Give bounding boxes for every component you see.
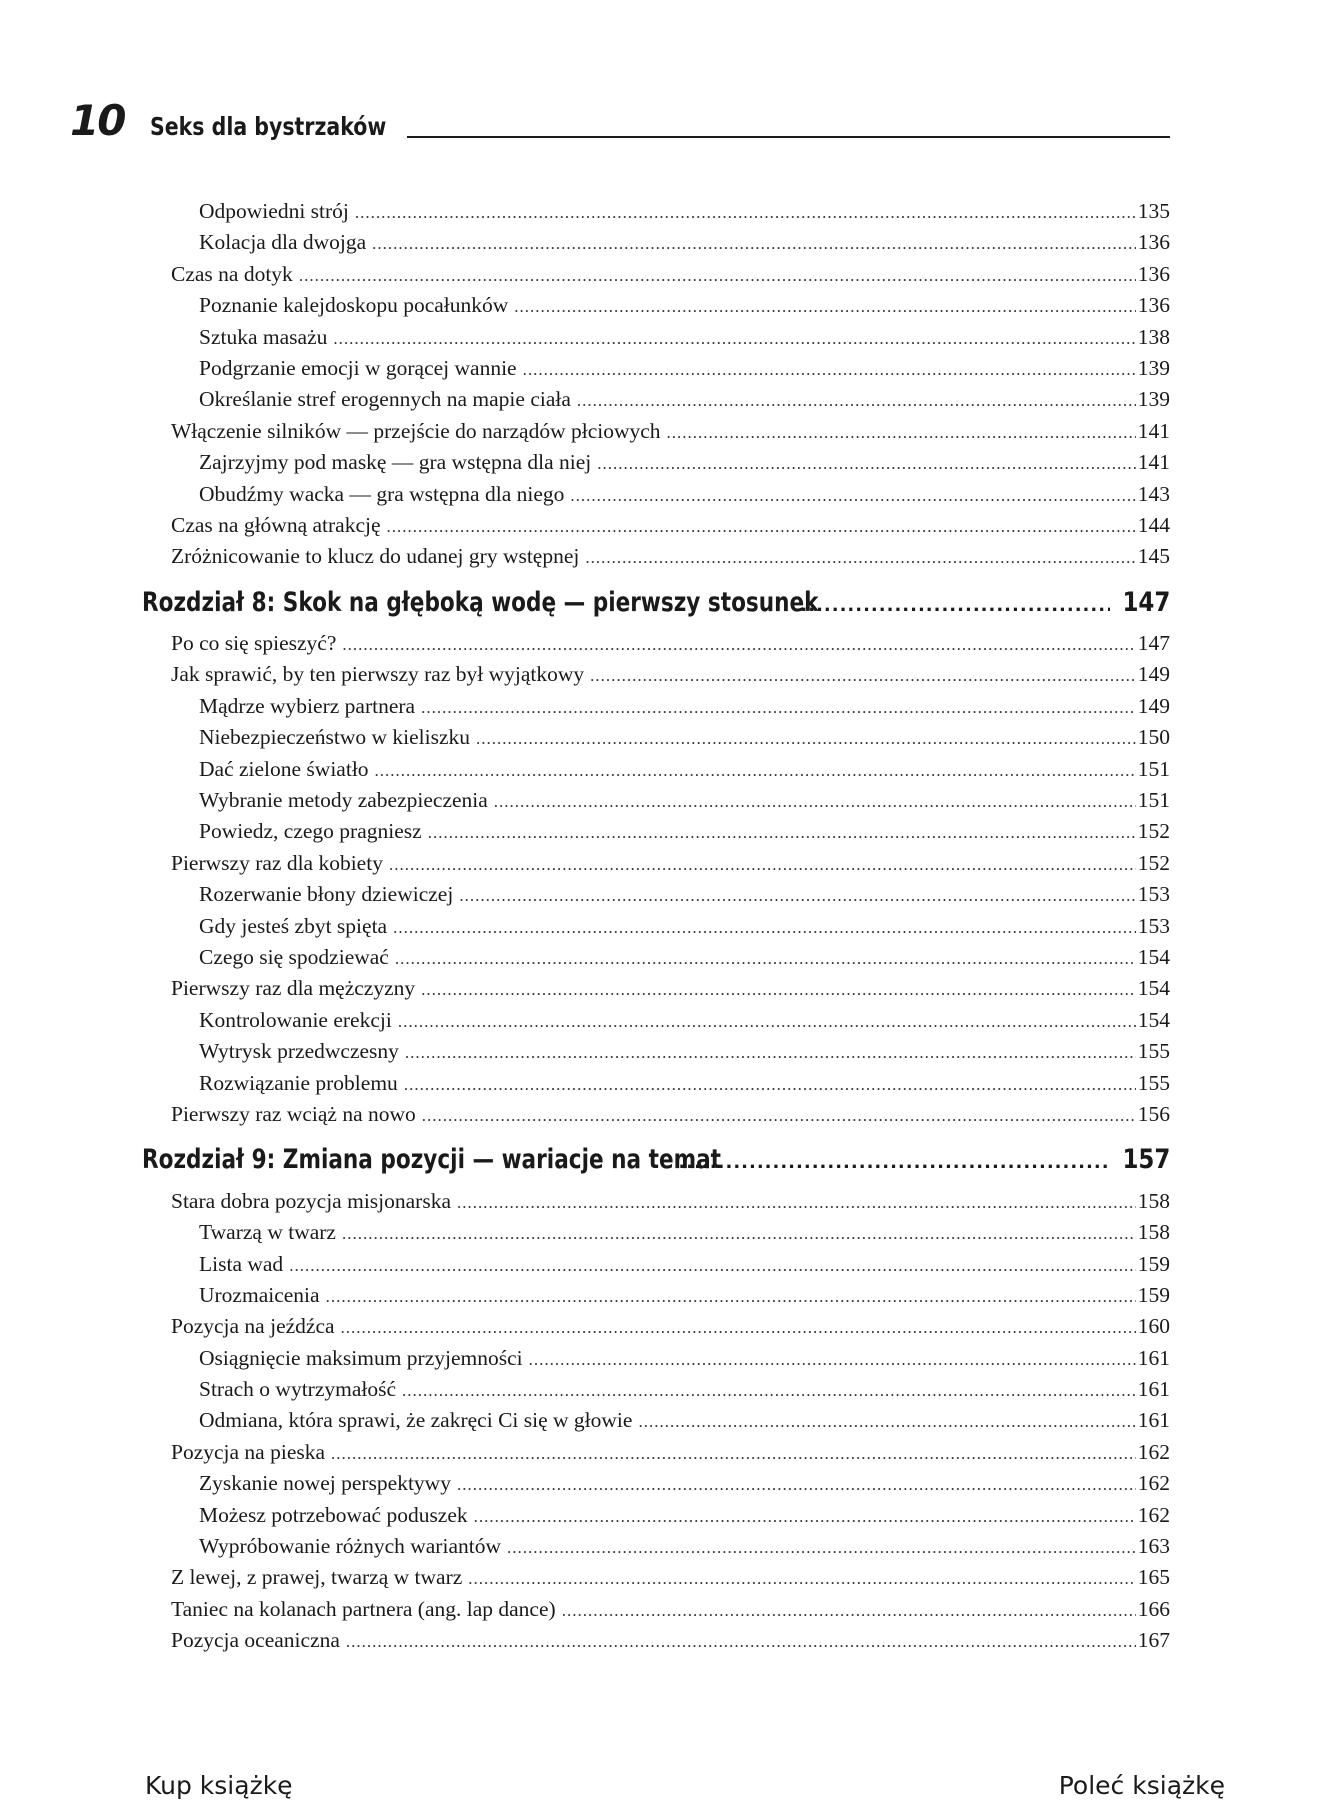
toc-page-number: 139: [1137, 355, 1170, 380]
toc-entry: [142, 259, 1170, 290]
header-rule: [407, 136, 1170, 138]
toc-dot-leader: [289, 1250, 1136, 1281]
toc-page-number: 159: [1137, 1282, 1170, 1307]
toc-dot-leader: [342, 629, 1135, 660]
toc-entry: [142, 1374, 1170, 1405]
toc-entry-title: Obudźmy wacka — gra wstępna dla niego: [199, 481, 565, 506]
toc-entry-title: Kolacja dla dwojga: [199, 230, 367, 255]
toc-page-number: 161: [1137, 1377, 1170, 1402]
toc-page-number: 154: [1137, 1007, 1170, 1032]
toc-entry-title: Po co się spieszyć?: [171, 631, 337, 656]
toc-entry-title: Lista wad: [199, 1251, 284, 1276]
toc-page-number: 162: [1137, 1502, 1170, 1527]
toc-entry: [142, 1311, 1170, 1342]
toc-entry: [142, 1249, 1170, 1280]
toc-page-number: 153: [1137, 882, 1170, 907]
toc-entry-title: Urozmaicenia: [199, 1282, 320, 1307]
toc-dot-leader: [422, 1100, 1136, 1131]
toc-entry-title: Kontrolowanie erekcji: [199, 1007, 392, 1032]
toc-entry: [142, 879, 1170, 910]
toc-entry: [142, 1562, 1170, 1593]
toc-page-number: 143: [1137, 481, 1170, 506]
toc-entry: [142, 1500, 1170, 1531]
toc-page-number: 154: [1137, 944, 1170, 969]
toc-dot-leader: [387, 511, 1136, 542]
toc-entry-title: Pozycja oceaniczna: [171, 1628, 340, 1653]
toc-dot-leader: [326, 1281, 1136, 1312]
toc-chapter-heading: [142, 1144, 1170, 1175]
toc-entry-title: Czas na dotyk: [171, 261, 293, 286]
toc-entry: [142, 942, 1170, 973]
toc-entry: [142, 510, 1170, 541]
toc-entry-title: Wypróbowanie różnych wariantów: [199, 1534, 501, 1559]
table-of-contents: [142, 196, 1170, 1657]
toc-entry: [142, 1594, 1170, 1625]
toc-entry-title: Z lewej, z prawej, twarzą w twarz: [171, 1565, 463, 1590]
toc-entry: [142, 479, 1170, 510]
toc-page-number: 147: [1137, 631, 1170, 656]
toc-entry-title: Osiągnięcie maksimum przyjemności: [199, 1345, 523, 1370]
toc-page-number: 136: [1137, 293, 1170, 318]
toc-page-number: 156: [1137, 1101, 1170, 1126]
toc-entry-title: Włączenie silników — przejście do narządów płciowych: [171, 418, 661, 443]
toc-entry: [142, 1280, 1170, 1311]
toc-page-number: 158: [1137, 1188, 1170, 1213]
toc-page-number: 162: [1137, 1439, 1170, 1464]
toc-dot-leader: [678, 1147, 1109, 1178]
toc-page-number: 141: [1137, 450, 1170, 475]
toc-dot-leader: [428, 817, 1136, 848]
toc-dot-leader: [395, 943, 1136, 974]
toc-entry-title: Rozdział 9: Zmiana pozycji — wariacje na temat: [142, 1144, 722, 1176]
toc-page-number: 167: [1137, 1628, 1170, 1653]
toc-page-number: 144: [1137, 512, 1170, 537]
toc-dot-leader: [398, 1006, 1136, 1037]
toc-page-number: 161: [1137, 1408, 1170, 1433]
toc-entry-title: Wybranie metody zabezpieczenia: [199, 788, 488, 813]
toc-page-number: 149: [1137, 693, 1170, 718]
toc-entry: [142, 722, 1170, 753]
toc-dot-leader: [333, 323, 1135, 354]
toc-page-number: 163: [1137, 1534, 1170, 1559]
toc-dot-leader: [514, 291, 1135, 322]
toc-page-number: 141: [1137, 418, 1170, 443]
toc-entry-title: Pierwszy raz wciąż na nowo: [171, 1101, 416, 1126]
toc-dot-leader: [494, 786, 1136, 817]
toc-entry-title: Pozycja na jeźdźca: [171, 1314, 335, 1339]
buy-book-link[interactable]: Kup książkę: [145, 1771, 293, 1800]
toc-entry: [142, 659, 1170, 690]
toc-entry: [142, 848, 1170, 879]
toc-entry-title: Gdy jesteś zbyt spięta: [199, 913, 388, 938]
toc-page-number: 138: [1137, 324, 1170, 349]
toc-dot-leader: [474, 1501, 1136, 1532]
toc-dot-leader: [341, 1312, 1136, 1343]
toc-entry: [142, 416, 1170, 447]
toc-dot-leader: [346, 1626, 1136, 1657]
toc-page-number: 151: [1137, 756, 1170, 781]
toc-entry: [142, 1186, 1170, 1217]
toc-dot-leader: [459, 880, 1135, 911]
toc-page-number: 165: [1137, 1565, 1170, 1590]
toc-entry-title: Stara dobra pozycja misjonarska: [171, 1188, 452, 1213]
toc-dot-leader: [800, 590, 1109, 621]
toc-dot-leader: [562, 1595, 1136, 1626]
toc-page-number: 147: [1122, 586, 1170, 618]
toc-entry: [142, 384, 1170, 415]
toc-page-number: 136: [1137, 261, 1170, 286]
toc-entry-title: Taniec na kolanach partnera (ang. lap dance): [171, 1596, 556, 1621]
toc-page-number: 166: [1137, 1596, 1170, 1621]
toc-page-number: 152: [1137, 819, 1170, 844]
toc-entry-title: Strach o wytrzymałość: [199, 1377, 397, 1402]
toc-page-number: 136: [1137, 230, 1170, 255]
toc-entry: [142, 196, 1170, 227]
toc-dot-leader: [375, 755, 1136, 786]
toc-page-number: 161: [1137, 1345, 1170, 1370]
toc-page-number: 155: [1137, 1070, 1170, 1095]
toc-page-number: 159: [1137, 1251, 1170, 1276]
page-number: 10: [70, 96, 125, 145]
book-title: Seks dla bystrzaków: [150, 112, 387, 141]
toc-entry-title: Zajrzyjmy pod maskę — gra wstępna dla niej: [199, 450, 592, 475]
toc-entry: [142, 447, 1170, 478]
toc-entry-title: Powiedz, czego pragniesz: [199, 819, 422, 844]
toc-entry-title: Pierwszy raz dla kobiety: [171, 850, 383, 875]
recommend-book-link[interactable]: Poleć książkę: [1058, 1771, 1225, 1800]
toc-page-number: 145: [1137, 544, 1170, 569]
toc-entry: [142, 1625, 1170, 1656]
toc-entry-title: Poznanie kalejdoskopu pocałunków: [199, 293, 509, 318]
toc-page-number: 151: [1137, 788, 1170, 813]
toc-entry: [142, 290, 1170, 321]
toc-entry-title: Zyskanie nowej perspektywy: [199, 1471, 451, 1496]
toc-dot-leader: [585, 542, 1135, 573]
toc-entry: [142, 227, 1170, 258]
toc-page-number: 153: [1137, 913, 1170, 938]
toc-entry-title: Czas na główną atrakcję: [171, 512, 381, 537]
toc-entry-title: Zróżnicowanie to klucz do udanej gry wstępnej: [171, 544, 580, 569]
toc-entry: [142, 322, 1170, 353]
toc-dot-leader: [507, 1532, 1136, 1563]
toc-entry: [142, 541, 1170, 572]
toc-entry-title: Czego się spodziewać: [199, 944, 389, 969]
toc-dot-leader: [457, 1187, 1136, 1218]
toc-entry-title: Sztuka masażu: [199, 324, 328, 349]
toc-dot-leader: [577, 385, 1136, 416]
toc-entry-title: Odmiana, która sprawi, że zakręci Ci się w głowie: [199, 1408, 633, 1433]
toc-dot-leader: [529, 1344, 1136, 1375]
toc-page-number: 149: [1137, 662, 1170, 687]
toc-entry-title: Pozycja na pieska: [171, 1439, 326, 1464]
toc-entry-title: Odpowiedni strój: [199, 199, 349, 223]
toc-entry: [142, 1531, 1170, 1562]
toc-dot-leader: [570, 480, 1135, 511]
toc-dot-leader: [667, 417, 1136, 448]
toc-entry: [142, 1405, 1170, 1436]
toc-dot-leader: [405, 1037, 1136, 1068]
toc-dot-leader: [299, 260, 1136, 291]
toc-dot-leader: [421, 692, 1136, 723]
toc-entry: [142, 1036, 1170, 1067]
toc-entry: [142, 1343, 1170, 1374]
toc-entry-title: Rozerwanie błony dziewiczej: [199, 882, 454, 907]
toc-entry: [142, 1217, 1170, 1248]
toc-entry: [142, 1099, 1170, 1130]
toc-dot-leader: [342, 1218, 1136, 1249]
toc-entry: [142, 1468, 1170, 1499]
toc-dot-leader: [331, 1438, 1136, 1469]
toc-dot-leader: [476, 723, 1136, 754]
toc-entry: [142, 353, 1170, 384]
toc-page-number: 155: [1137, 1039, 1170, 1064]
toc-dot-leader: [393, 912, 1136, 943]
toc-page-number: 157: [1122, 1144, 1170, 1176]
toc-chapter-heading: [142, 587, 1170, 618]
toc-dot-leader: [404, 1069, 1136, 1100]
toc-page-number: 150: [1137, 725, 1170, 750]
toc-page-number: 160: [1137, 1314, 1170, 1339]
toc-page-number: 135: [1137, 199, 1170, 223]
running-header: [70, 96, 1170, 145]
toc-entry: [142, 1005, 1170, 1036]
toc-dot-leader: [389, 849, 1136, 880]
toc-page-number: 158: [1137, 1220, 1170, 1245]
toc-entry-title: Określanie stref erogennych na mapie ciała: [199, 387, 571, 412]
toc-dot-leader: [402, 1375, 1136, 1406]
toc-entry: [142, 973, 1170, 1004]
toc-entry-title: Rozwiązanie problemu: [199, 1070, 398, 1095]
toc-dot-leader: [457, 1469, 1136, 1500]
toc-dot-leader: [355, 197, 1136, 228]
toc-entry-title: Rozdział 8: Skok na głęboką wodę — pierwszy stosunek: [142, 586, 819, 618]
toc-entry: [142, 1068, 1170, 1099]
toc-entry-title: Możesz potrzebować poduszek: [199, 1502, 468, 1527]
toc-entry-title: Twarzą w twarz: [199, 1220, 336, 1245]
toc-entry-title: Dać zielone światło: [199, 756, 369, 781]
toc-entry-title: Mądrze wybierz partnera: [199, 693, 416, 718]
toc-entry: [142, 911, 1170, 942]
toc-entry-title: Pierwszy raz dla mężczyzny: [171, 976, 416, 1001]
toc-entry: [142, 754, 1170, 785]
toc-entry-title: Wytrysk przedwczesny: [199, 1039, 399, 1064]
toc-entry-title: Podgrzanie emocji w gorącej wannie: [199, 355, 517, 380]
toc-entry: [142, 816, 1170, 847]
toc-entry: [142, 691, 1170, 722]
toc-dot-leader: [372, 228, 1136, 259]
toc-entry: [142, 628, 1170, 659]
toc-dot-leader: [597, 448, 1135, 479]
toc-entry-title: Jak sprawić, by ten pierwszy raz był wyjątkowy: [171, 662, 585, 687]
toc-entry: [142, 785, 1170, 816]
toc-page-number: 154: [1137, 976, 1170, 1001]
toc-dot-leader: [421, 974, 1136, 1005]
toc-dot-leader: [523, 354, 1136, 385]
toc-dot-leader: [638, 1406, 1135, 1437]
toc-page-number: 139: [1137, 387, 1170, 412]
toc-page-number: 162: [1137, 1471, 1170, 1496]
toc-dot-leader: [468, 1563, 1135, 1594]
toc-entry: [142, 1437, 1170, 1468]
toc-page-number: 152: [1137, 850, 1170, 875]
toc-entry-title: Niebezpieczeństwo w kieliszku: [199, 725, 471, 750]
toc-dot-leader: [590, 660, 1136, 691]
